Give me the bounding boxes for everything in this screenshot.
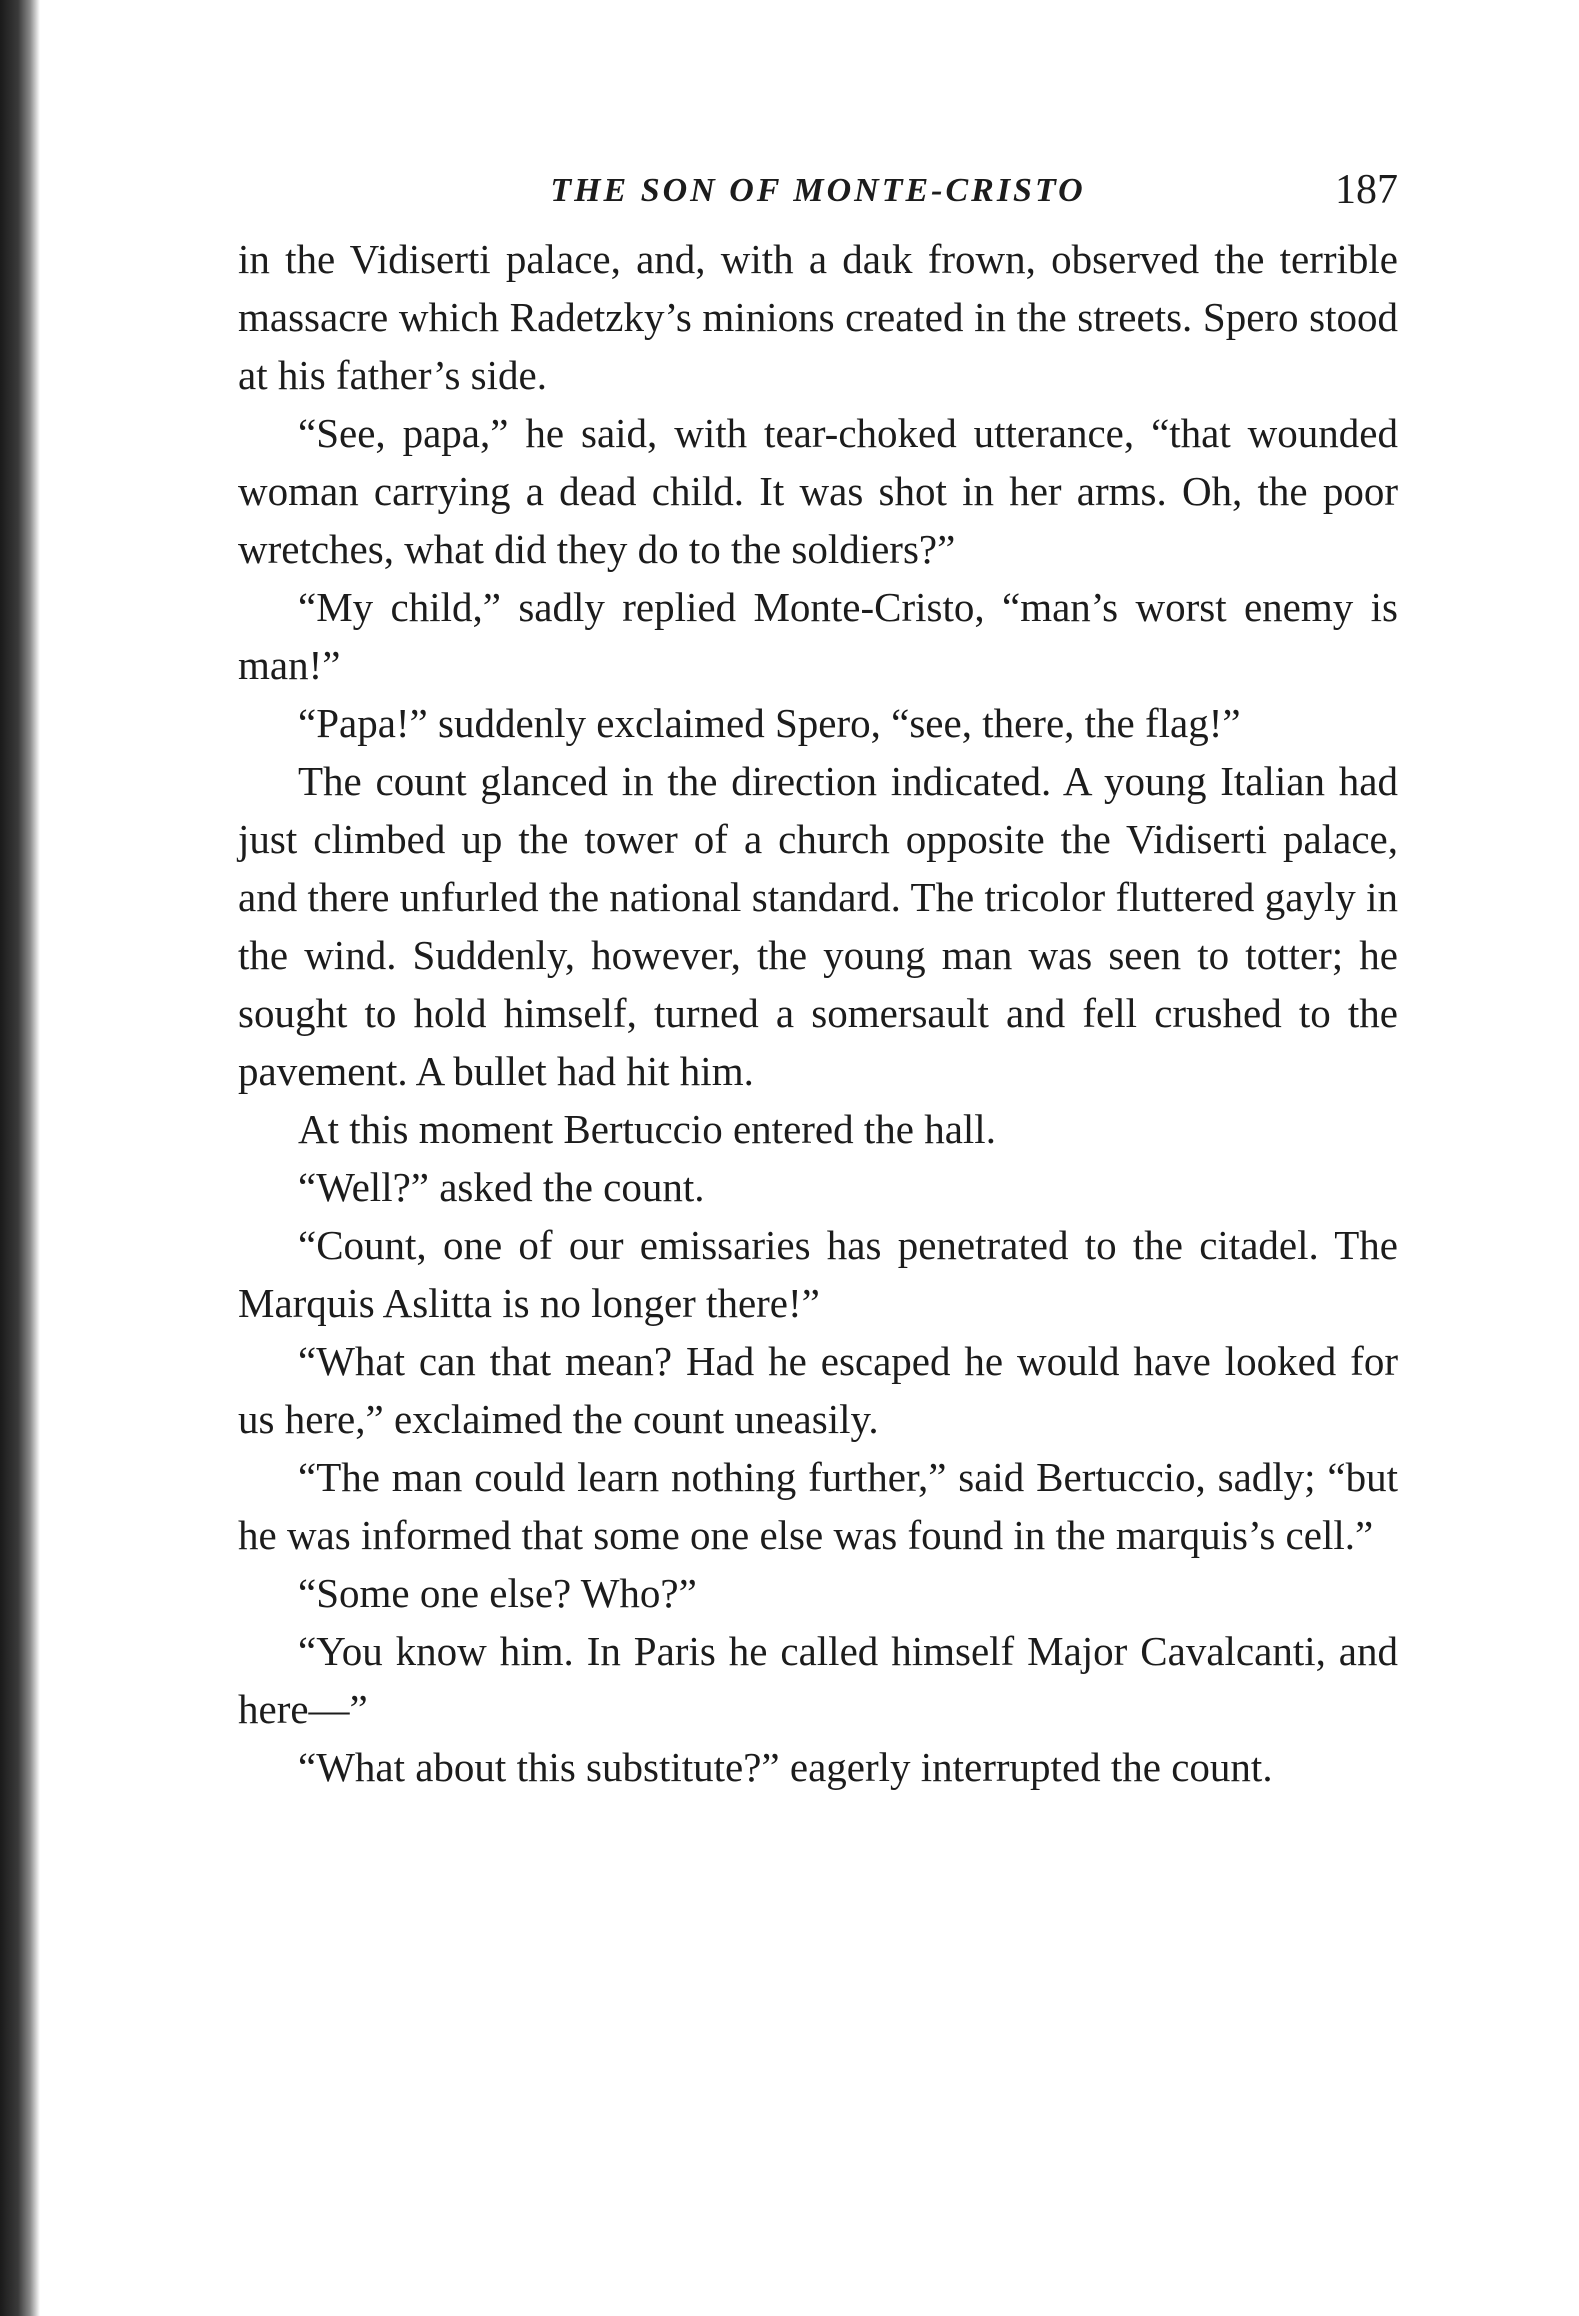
paragraph: “What about this substitute?” eagerly interrupted the count. xyxy=(298,1744,1273,1790)
paragraph: “Well?” asked the count. xyxy=(298,1164,705,1210)
paragraph: “Papa!” suddenly exclaimed Spero, “see, there, the flag!” xyxy=(298,700,1241,746)
paragraph: “What can that mean? Had he escaped he would have looked for us here,” exclaimed the count uneasily. xyxy=(238,1338,1398,1442)
paragraph: “The man could learn nothing further,” said Bertuccio, sadly; “but he was informed that some one else was found in the marquis’s cell.” xyxy=(238,1454,1398,1558)
binding-edge xyxy=(0,0,40,2316)
paragraph: “See, papa,” he said, with tear-choked utterance, “that wounded woman carrying a dead child. It was shot in her arms. Oh, the poor wretches, what did they do to the soldiers?” xyxy=(238,410,1398,572)
paragraph: “You know him. In Paris he called himself Major Cavalcanti, and here—” xyxy=(238,1628,1398,1732)
paragraph: The count glanced in the direction indicated. A young Italian had just climbed up the tower of a church opposite the Vidiserti palace, and there unfurled the national standard. The tricolor fluttered gayly in the wind. Suddenly, however, the young man was seen to totter; he sought to hold himself, turned a somersault and fell crushed to the pavement. A bullet had hit him. xyxy=(238,758,1398,1094)
paragraph: in the Vidiserti palace, and, with a daιk frown, observed the terrible massacre which Radetzky’s minions created in the streets. Spero stood at his father’s side. xyxy=(238,236,1398,398)
running-title: THE SON OF MONTE-CRISTO xyxy=(550,172,1086,209)
paragraph: “Count, one of our emissaries has penetrated to the citadel. The Marquis Aslitta is no longer there!” xyxy=(238,1222,1398,1326)
book-page xyxy=(238,160,1398,1796)
paragraph: “Some one else? Who?” xyxy=(298,1570,697,1616)
body-text xyxy=(238,230,1398,1796)
page-number: 187 xyxy=(1335,167,1398,213)
paragraph: At this moment Bertuccio entered the hall. xyxy=(298,1106,996,1152)
paragraph: “My child,” sadly replied Monte-Cristo, “man’s worst enemy is man!” xyxy=(238,584,1398,688)
running-head xyxy=(238,160,1398,230)
